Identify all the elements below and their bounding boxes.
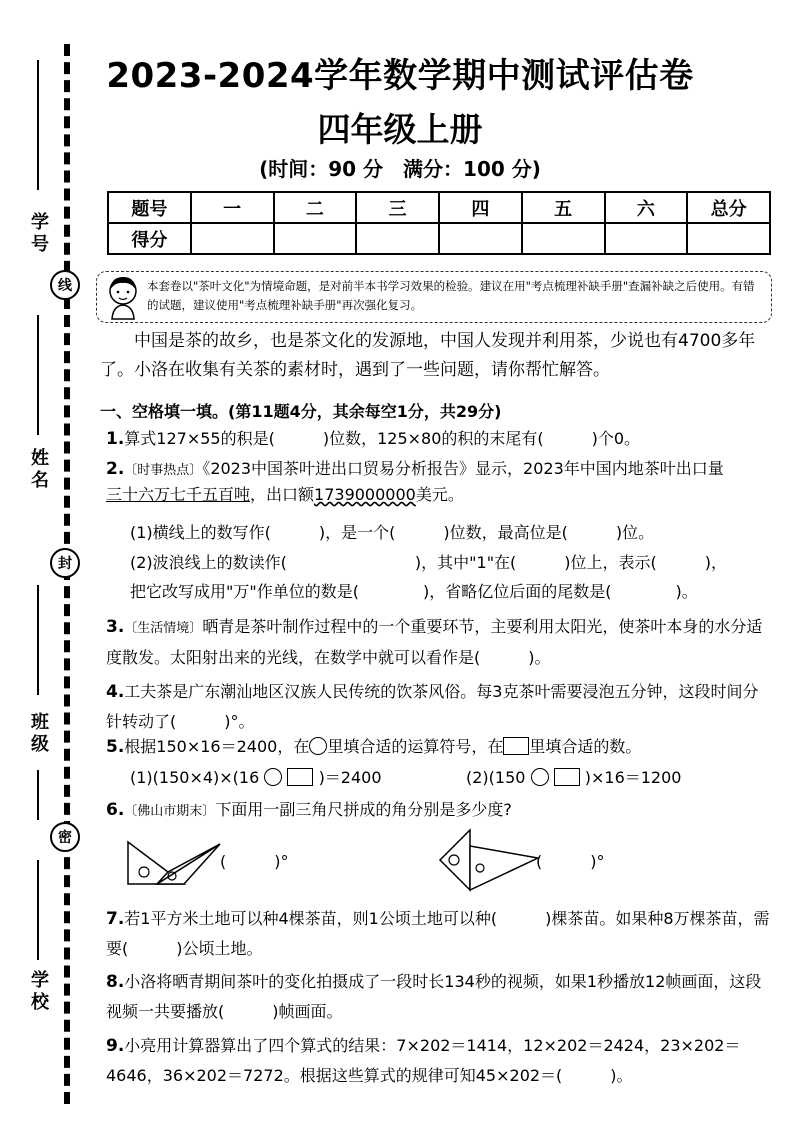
question-5-part-1: [130, 766, 382, 790]
angle-blank-2: ( )°: [536, 852, 605, 871]
question-1: [106, 427, 772, 451]
score-header-cell: 四: [439, 192, 522, 223]
question-text: 晒青是茶叶制作过程中的一个重要环节，主要利用太阳光，使茶叶本身的水分适度散发。太阳射出来的光线，在数学中就可以看作是( )。: [106, 617, 763, 667]
girl-avatar-icon: [103, 274, 143, 320]
seal-seal: 封: [50, 548, 80, 578]
question-6: [106, 798, 772, 824]
question-5: [106, 735, 772, 759]
score-cell[interactable]: [356, 223, 439, 254]
question-number: 9.: [106, 1036, 125, 1056]
question-tag: 〔佛山市期末〕: [124, 804, 216, 819]
question-4: [106, 677, 772, 736]
score-header-cell: 一: [191, 192, 274, 223]
question-number: 7.: [106, 909, 125, 929]
student-id-line: [37, 60, 39, 190]
score-header-cell: 总分: [687, 192, 770, 223]
score-header-cell: 题号: [108, 192, 191, 223]
intro-box: [96, 271, 772, 323]
score-cell[interactable]: [439, 223, 522, 254]
circle-blank-icon: [309, 737, 327, 755]
question-text: 根据150×16＝2400，在: [124, 737, 310, 756]
time-info: (时间：90 分 满分：100 分): [259, 157, 541, 181]
intro-text: 本套卷以"茶叶文化"为情境命题，是对前半本书学习效果的检验。建议在用"考点梳理补缺手册"查漏补缺之后使用。有错的试题，建议使用"考点梳理补缺手册"再次强化复习。: [147, 279, 755, 312]
school-line: [37, 860, 39, 960]
score-cell[interactable]: [605, 223, 688, 254]
number-box-input[interactable]: [554, 768, 580, 786]
seal-secret: 密: [50, 822, 80, 852]
question-tag: 〔时事热点〕: [124, 463, 203, 478]
part-text: )＝2400: [318, 768, 382, 787]
part-text: (2)(150: [466, 768, 526, 787]
score-row-label: 得分: [108, 223, 191, 254]
score-value-row: [108, 223, 770, 254]
class-line: [37, 585, 39, 695]
question-text: 工夫茶是广东潮汕地区汉族人民传统的饮茶风俗。每3克茶叶需要浸泡五分钟，这段时间分针转动了( )°。: [106, 682, 759, 731]
question-text: 里填合适的运算符号，在: [327, 737, 504, 756]
wavy-number-text: 1739000000: [314, 485, 416, 504]
question-number: 4.: [106, 682, 125, 702]
question-number: 2.: [106, 459, 125, 479]
question-9: [106, 1031, 772, 1091]
score-cell[interactable]: [274, 223, 357, 254]
question-number: 1.: [106, 429, 125, 449]
question-text: 小亮用计算器算出了四个算式的结果：7×202＝1414，12×202＝2424，23×202＝4646，36×202＝7272。根据这些算式的规律可知45×202＝( )。: [106, 1036, 741, 1085]
question-3: [106, 612, 772, 672]
class-line-2: [37, 770, 39, 820]
question-text: 小洛将晒青期间茶叶的变化拍摄成了一段时长134秒的视频，如果1秒播放12帧画面，这段视频一共要播放( )帧画面。: [106, 972, 762, 1021]
story-paragraph: 中国是茶的故乡，也是茶文化的发源地，中国人发现并利用茶，少说也有4700多年了。小洛在收集有关茶的素材时，遇到了一些问题，请你帮忙解答。: [100, 331, 756, 380]
name-line: [37, 315, 39, 435]
question-text: 美元。: [415, 485, 464, 504]
question-tag: 〔生活情境〕: [124, 621, 203, 636]
question-2-sub-2: (2)波浪线上的数读作( )，其中"1"在( )位上，表示( )，: [130, 553, 728, 572]
number-box-input[interactable]: [287, 768, 313, 786]
score-header-cell: 六: [605, 192, 688, 223]
exam-title: 2023-2024学年数学期中测试评估卷: [106, 56, 694, 96]
question-text: ，出口额: [250, 485, 315, 504]
set-square-figure-2-icon: [436, 826, 540, 898]
name-label: 姓名: [31, 448, 49, 491]
score-header-cell: 二: [274, 192, 357, 223]
score-cell[interactable]: [522, 223, 605, 254]
operator-circle-input[interactable]: [531, 768, 549, 786]
question-number: 8.: [106, 972, 125, 992]
question-text: 若1平方米土地可以种4棵茶苗，则1公顷土地可以种( )棵茶苗。如果种8万棵茶苗，需要( )公顷土地。: [106, 909, 770, 958]
score-header-cell: 三: [356, 192, 439, 223]
question-2-sub-1: (1)横线上的数写作( )，是一个( )位数，最高位是( )位。: [130, 523, 655, 542]
score-header-row: [108, 192, 770, 223]
school-label: 学校: [31, 970, 49, 1013]
question-text: 里填合适的数。: [529, 737, 642, 756]
part-text: )×16＝1200: [584, 768, 682, 787]
square-blank-icon: [503, 737, 529, 755]
operator-circle-input[interactable]: [264, 768, 282, 786]
seal-line: 线: [50, 270, 80, 300]
question-text: 《2023中国茶叶进出口贸易分析报告》显示，2023年中国内地茶叶出口量: [202, 459, 724, 478]
question-text: 下面用一副三角尺拼成的角分别是多少度?: [215, 800, 512, 819]
question-5-part-2: [466, 766, 681, 790]
question-7: [106, 904, 772, 964]
question-number: 5.: [106, 737, 125, 757]
part-text: (1)(150×4)×(16: [130, 768, 260, 787]
section-heading: 一、空格填一填。(第11题4分，其余每空1分，共29分): [100, 402, 502, 421]
class-label: 班级: [31, 712, 49, 755]
score-table: [107, 191, 771, 255]
question-8: [106, 967, 772, 1027]
set-square-figure-1-icon: [122, 832, 222, 892]
question-2: [106, 457, 772, 507]
question-2-sub-3: 把它改写成用"万"作单位的数是( )，省略亿位后面的尾数是( )。: [130, 582, 698, 601]
score-cell[interactable]: [687, 223, 770, 254]
score-header-cell: 五: [522, 192, 605, 223]
exam-subtitle: 四年级上册: [317, 110, 483, 149]
question-text: 算式127×55的积是( )位数，125×80的积的末尾有( )个0。: [124, 429, 641, 448]
underlined-number-text: 三十六万七千五百吨: [106, 485, 251, 504]
angle-blank-1: ( )°: [220, 852, 289, 871]
question-number: 6.: [106, 800, 125, 820]
student-id-label: 学号: [31, 212, 49, 255]
question-number: 3.: [106, 617, 125, 637]
score-cell[interactable]: [191, 223, 274, 254]
